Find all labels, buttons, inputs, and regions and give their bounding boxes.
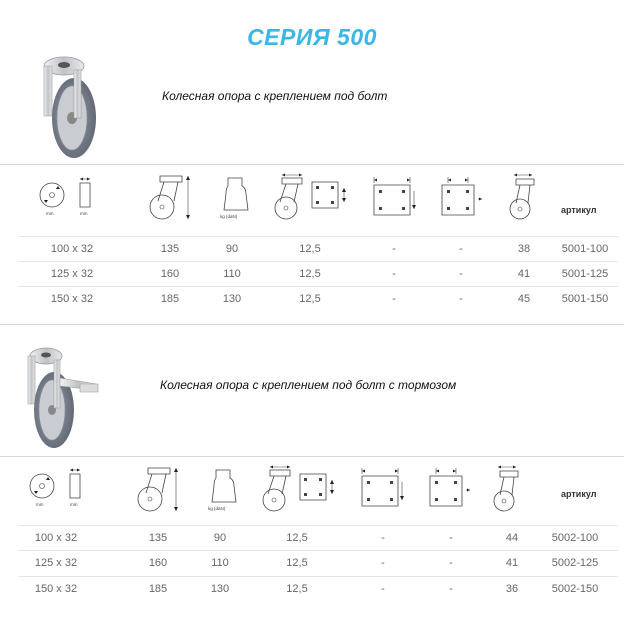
offset-cell: 45 xyxy=(517,293,531,305)
height-cell: 185 xyxy=(160,293,180,305)
kg-label: kg (daN) xyxy=(208,506,226,511)
load-cell: 90 xyxy=(213,532,227,544)
artikul-cell: 5001-100 xyxy=(561,243,609,255)
artikul-cell: 5002-100 xyxy=(551,532,599,544)
section-divider xyxy=(0,324,624,325)
wheel-size-cell: 150 x 32 xyxy=(34,583,78,595)
plate-cell: 12,5 xyxy=(286,583,308,595)
plate-cell: 12,5 xyxy=(286,557,308,569)
artikul-cell: 5002-125 xyxy=(551,557,599,569)
caster-photo-bolt-brake xyxy=(18,340,118,452)
section-1-row-divider xyxy=(18,286,618,287)
plate-cell: 12,5 xyxy=(299,293,321,305)
spacing-cell: - xyxy=(392,293,396,305)
hole-cell: - xyxy=(459,293,463,305)
plate-size-icon xyxy=(272,174,350,222)
series-title: СЕРИЯ 500 xyxy=(247,24,377,50)
load-cell: 110 xyxy=(211,557,229,569)
mm-label-2: mm xyxy=(70,502,78,507)
section-1-artikul-header: артикул xyxy=(561,205,597,215)
bolt-hole-spacing-icon xyxy=(370,175,416,221)
section-2-row-divider xyxy=(18,525,618,526)
plate-cell: 12,5 xyxy=(299,243,321,255)
load-cell: 90 xyxy=(225,243,239,255)
section-1-row-divider xyxy=(18,261,618,262)
artikul-cell: 5002-150 xyxy=(551,583,599,595)
load-cell: 130 xyxy=(222,293,242,305)
artikul-cell: 5001-125 xyxy=(561,268,609,280)
load-capacity-icon xyxy=(204,466,244,516)
artikul-cell: 5001-150 xyxy=(561,293,609,305)
wheel-size-cell: 150 x 32 xyxy=(50,293,94,305)
section-1-title: Колесная опора с креплением под болт xyxy=(162,89,388,103)
bolt-hole-diameter-icon xyxy=(426,466,472,512)
spacing-cell: - xyxy=(392,243,396,255)
offset-cell: 36 xyxy=(505,583,519,595)
plate-cell: 12,5 xyxy=(286,532,308,544)
offset-cell: 41 xyxy=(517,268,531,280)
offset-cell: 44 xyxy=(505,532,519,544)
offset-cell: 38 xyxy=(517,243,531,255)
wheel-size-cell: 100 x 32 xyxy=(50,243,94,255)
section-2-title: Колесная опора с креплением под болт с тормозом xyxy=(160,378,457,392)
wheel-size-cell: 125 x 32 xyxy=(50,268,94,280)
height-cell: 135 xyxy=(148,532,168,544)
section-2-top-divider xyxy=(0,456,624,457)
height-cell: 160 xyxy=(148,557,168,569)
hole-cell: - xyxy=(449,583,453,595)
hole-cell: - xyxy=(459,268,463,280)
bolt-hole-diameter-icon xyxy=(438,175,484,221)
overall-height-icon xyxy=(148,173,196,223)
wheel-size-cell: 100 x 32 xyxy=(34,532,78,544)
section-2-row-divider xyxy=(18,576,618,577)
spacing-cell: - xyxy=(392,268,396,280)
load-capacity-icon xyxy=(216,174,256,224)
spacing-cell: - xyxy=(381,583,385,595)
height-cell: 185 xyxy=(148,583,168,595)
wheel-diameter-width-icon xyxy=(36,175,108,221)
wheel-size-cell: 125 x 32 xyxy=(34,557,78,569)
hole-cell: - xyxy=(449,557,453,569)
offset-icon xyxy=(506,173,542,223)
mm-label-1: mm xyxy=(36,502,44,507)
plate-cell: 12,5 xyxy=(299,268,321,280)
section-1-row-divider xyxy=(18,236,618,237)
load-cell: 130 xyxy=(210,583,230,595)
kg-label: kg (daN) xyxy=(220,214,238,219)
hole-cell: - xyxy=(459,243,463,255)
load-cell: 110 xyxy=(223,268,241,280)
hole-cell: - xyxy=(449,532,453,544)
mm-label-1: mm xyxy=(46,211,54,216)
offset-cell: 41 xyxy=(505,557,519,569)
spacing-cell: - xyxy=(381,532,385,544)
caster-photo-bolt xyxy=(30,52,110,162)
mm-label-2: mm xyxy=(80,211,88,216)
spacing-cell: - xyxy=(381,557,385,569)
offset-icon xyxy=(490,465,526,515)
section-2-artikul-header: артикул xyxy=(561,489,597,499)
wheel-diameter-width-icon xyxy=(26,466,98,512)
section-1-top-divider xyxy=(0,164,624,165)
height-cell: 160 xyxy=(160,268,180,280)
height-cell: 135 xyxy=(160,243,180,255)
section-2-row-divider xyxy=(18,550,618,551)
plate-size-icon xyxy=(260,466,338,514)
bolt-hole-spacing-icon xyxy=(358,466,404,512)
overall-height-icon xyxy=(136,465,184,515)
